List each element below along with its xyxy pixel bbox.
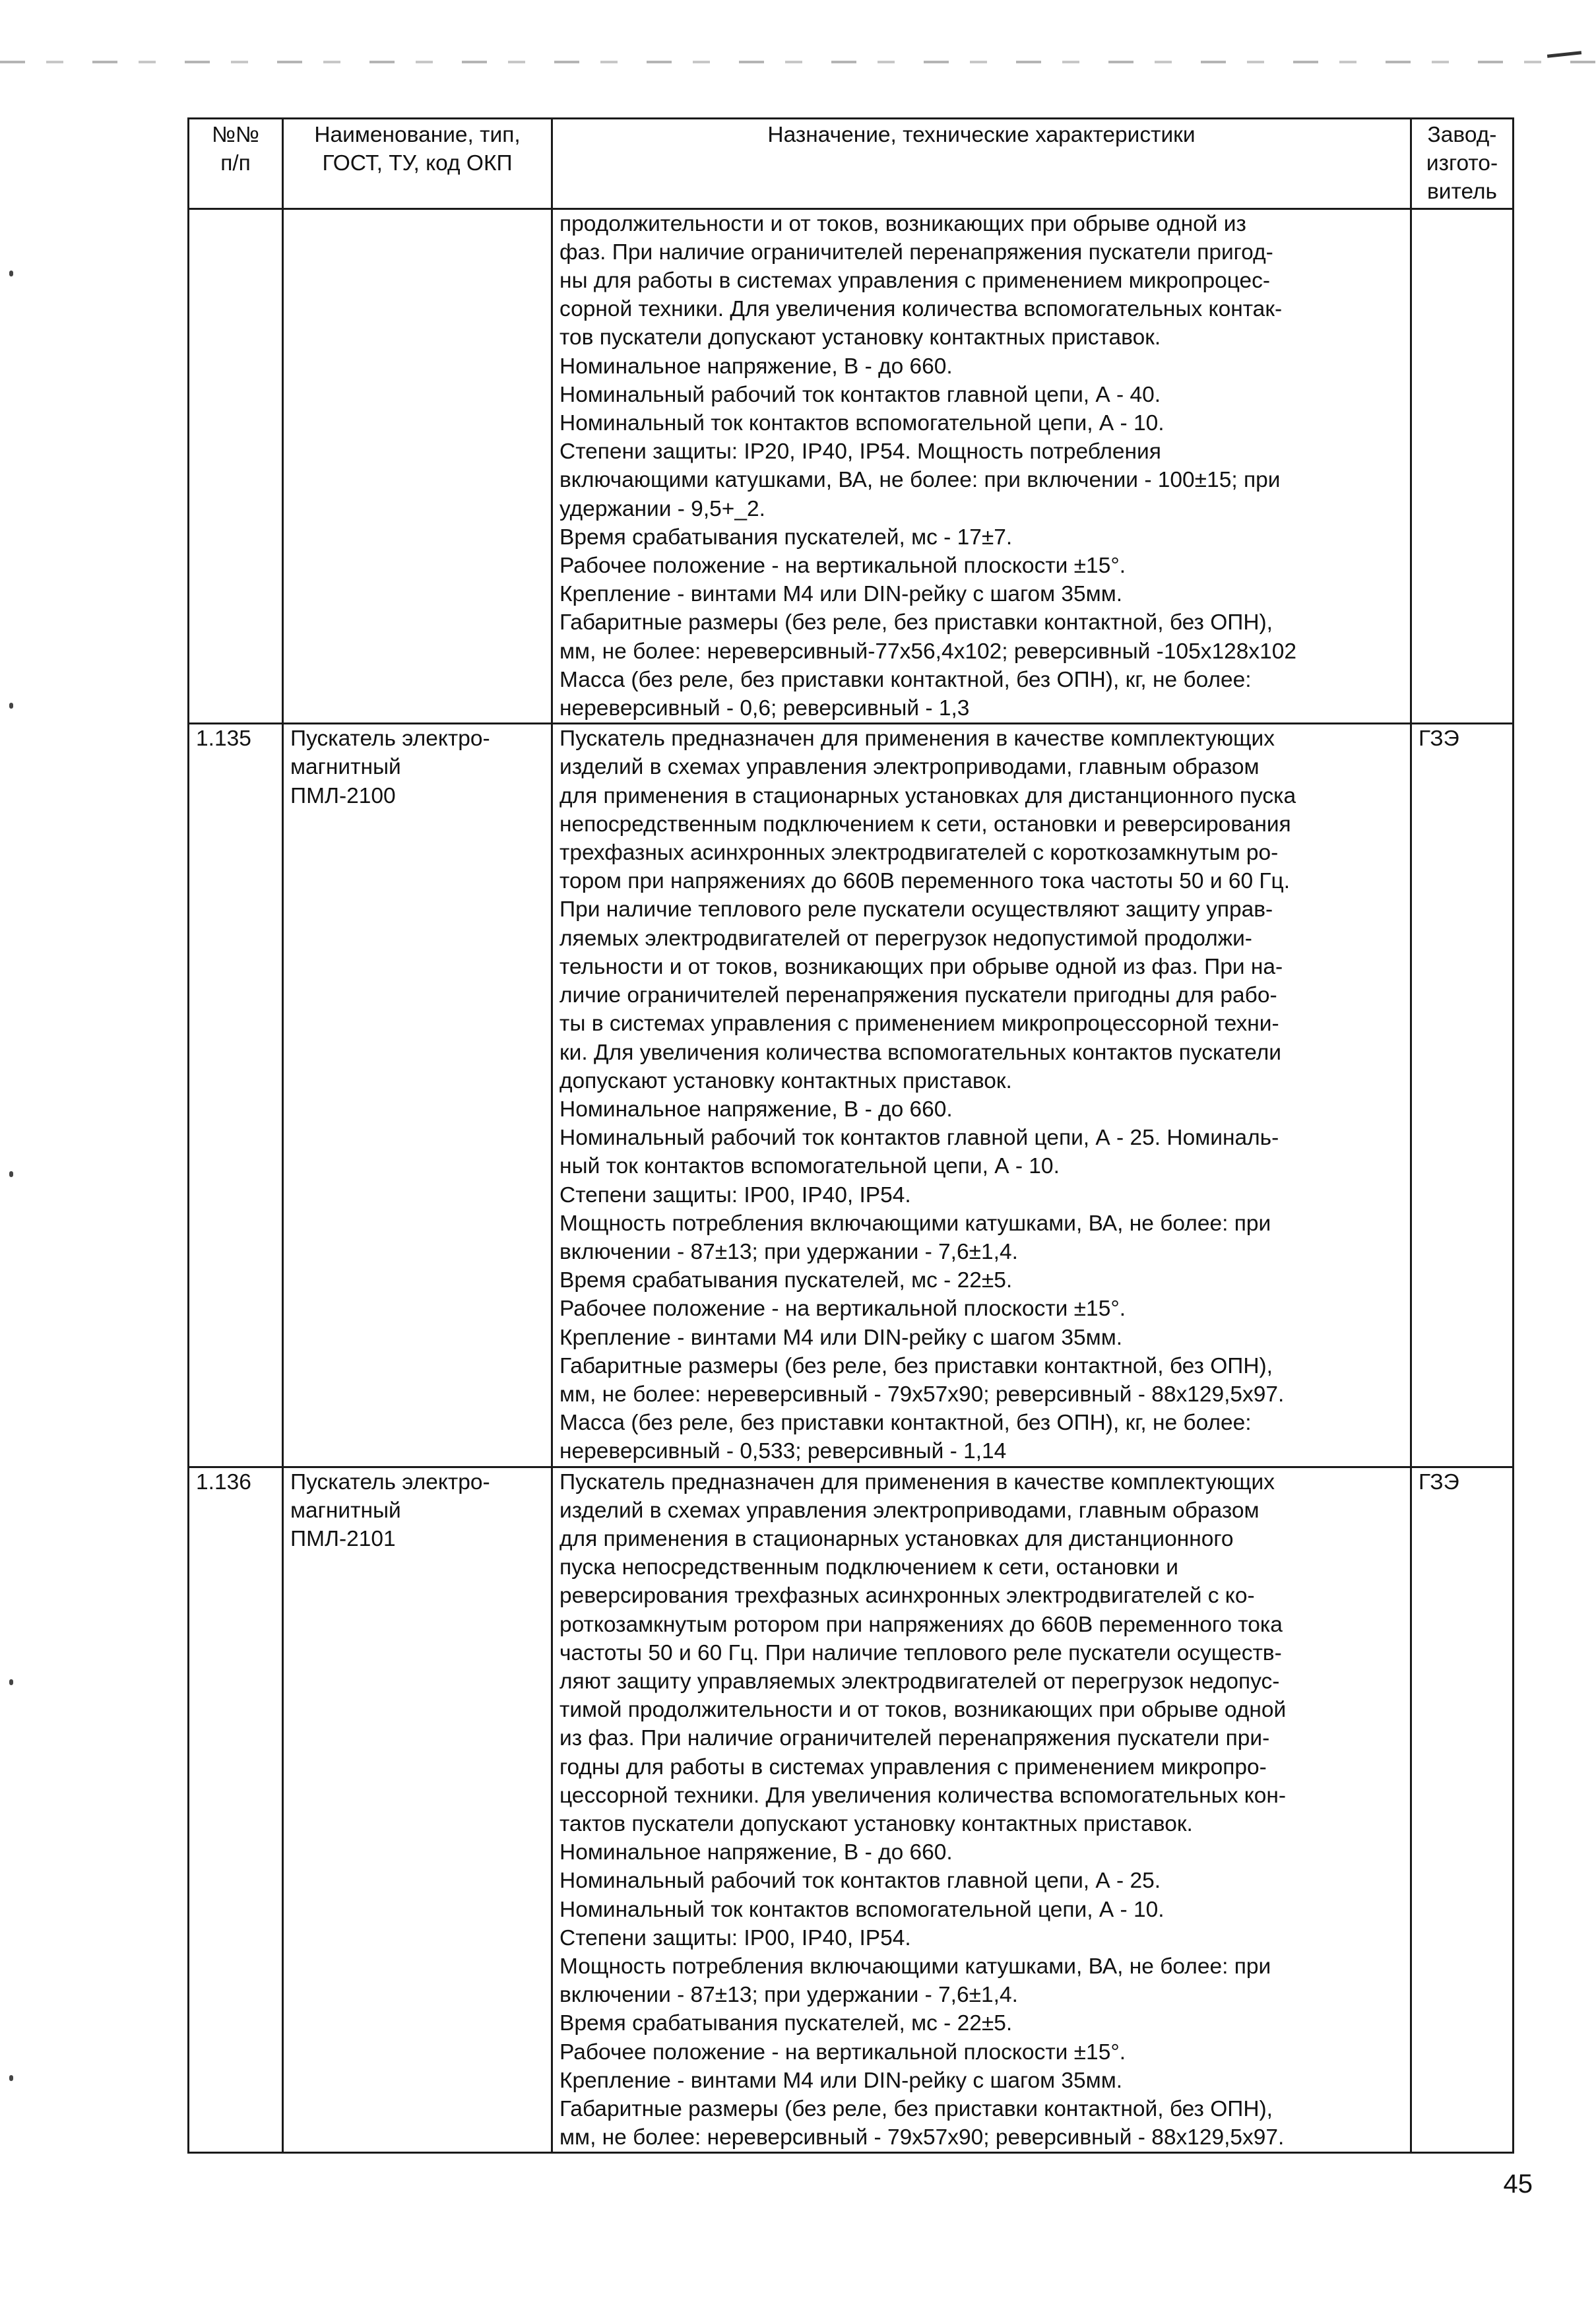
product-name	[283, 1467, 552, 2153]
table-row	[189, 209, 1514, 724]
description-line: ки. Для увеличения количества вспомогательных контактов пускатели	[559, 1040, 1281, 1065]
description-line: Мощность потребления включающими катушками, ВА, не более: при	[559, 1211, 1271, 1236]
description-line: допускают установку контактных приставок.	[559, 1068, 1012, 1093]
description-line: мм, не более: нереверсивный-77х56,4х102; реверсивный -105х128х102	[559, 639, 1297, 664]
description-line: включающими катушками, ВА, не более: при включении - 100±15; при	[559, 468, 1281, 493]
description-line: Номинальное напряжение, В - до 660.	[559, 1097, 953, 1122]
description-line: ляемых электродвигателей от перегрузок недопустимой продолжи-	[559, 926, 1252, 951]
description-line: При наличие теплового реле пускатели осуществляют защиту управ-	[559, 897, 1273, 922]
header-line: ГОСТ, ТУ, код ОКП	[322, 151, 513, 176]
description-line: мм, не более: нереверсивный - 79х57х90; реверсивный - 88х129,5х97.	[559, 2125, 1285, 2150]
description-line: пуска непосредственным подключением к сети, остановки и	[559, 1555, 1178, 1580]
description-line: тов пускатели допускают установку контактных приставок.	[559, 325, 1161, 350]
description-line: Номинальный рабочий ток контактов главной цепи, А - 25. Номиналь-	[559, 1126, 1279, 1151]
description-line: Габаритные размеры (без реле, без приставки контактной, без ОПН),	[559, 1353, 1273, 1378]
description-line: Степени защиты: IP00, IP40, IP54.	[559, 1182, 911, 1207]
description-line: Номинальный ток контактов вспомогательной цепи, А - 10.	[559, 411, 1165, 436]
description-line: Крепление - винтами М4 или DIN-рейку с шагом 35мм.	[559, 582, 1123, 607]
product-name-line: Пускатель электро-	[290, 1469, 490, 1494]
description-line: Рабочее положение - на вертикальной плоскости ±15°.	[559, 1297, 1126, 1322]
description-line: Пускатель предназначен для применения в качестве комплектующих	[559, 726, 1275, 752]
description-line: Габаритные размеры (без реле, без приставки контактной, без ОПН),	[559, 610, 1273, 635]
manufacturer	[1411, 209, 1514, 724]
description-line: фаз. При наличие ограничителей перенапряжения пускатели пригод-	[559, 240, 1273, 265]
margin-speck	[9, 1679, 13, 1685]
description-line: Номинальный рабочий ток контактов главной цепи, А - 40.	[559, 382, 1161, 407]
header-line: витель	[1427, 179, 1497, 205]
table-row	[189, 724, 1514, 1467]
description-line: изделий в схемах управления электроприводами, главным образом	[559, 1498, 1260, 1523]
margin-speck	[9, 2075, 13, 2081]
description-line: Номинальное напряжение, В - до 660.	[559, 354, 953, 379]
table-body	[189, 209, 1514, 2153]
margin-speck	[9, 271, 13, 276]
description-line: Время срабатывания пускателей, мс - 22±5.	[559, 1268, 1013, 1293]
description-line: включении - 87±13; при удержании - 7,6±1,4.	[559, 1983, 1018, 2008]
description-line: реверсирования трехфазных асинхронных электродвигателей с ко-	[559, 1584, 1255, 1609]
description-line: Мощность потребления включающими катушками, ВА, не более: при	[559, 1954, 1271, 1979]
description-line: из фаз. При наличие ограничителей перенапряжения пускатели при-	[559, 1726, 1270, 1751]
description-line: личие ограничителей перенапряжения пускатели пригодны для рабо-	[559, 983, 1277, 1008]
header-line: Назначение, технические характеристики	[767, 123, 1196, 147]
description-line: роткозамкнутым ротором при напряжениях до 660В переменного тока	[559, 1612, 1283, 1637]
table-row	[189, 1467, 1514, 2153]
product-name-line: Пускатель электро-	[290, 726, 490, 752]
description-line: Время срабатывания пускателей, мс - 22±5.	[559, 2011, 1013, 2036]
header-line: изгото-	[1426, 151, 1498, 176]
description-line: непосредственным подключением к сети, остановки и реверсирования	[559, 812, 1291, 837]
description-line: удержании - 9,5+_2.	[559, 496, 765, 521]
description-line: Рабочее положение - на вертикальной плоскости ±15°.	[559, 2039, 1126, 2065]
description-line: Степени защиты: IP20, IP40, IP54. Мощность потребления	[559, 439, 1161, 465]
description-line: тором при напряжениях до 660В переменного тока частоты 50 и 60 Гц.	[559, 869, 1291, 894]
description-line: Крепление - винтами М4 или DIN-рейку с шагом 35мм.	[559, 2068, 1123, 2093]
description-line: Масса (без реле, без приставки контактной, без ОПН), кг, не более:	[559, 667, 1252, 692]
description-line: Рабочее положение - на вертикальной плоскости ±15°.	[559, 554, 1126, 579]
product-name-line: ПМЛ-2100	[290, 783, 396, 808]
description-line: для применения в стационарных установках для дистанционного пуска	[559, 783, 1296, 808]
description-line: цессорной техники. Для увеличения количества вспомогательных кон-	[559, 1783, 1287, 1808]
description-line: тельности и от токов, возникающих при обрыве одной из фаз. При на-	[559, 954, 1283, 979]
description-line: ляют защиту управляемых электродвигателей от перегрузок недопус-	[559, 1669, 1280, 1694]
header-line: п/п	[220, 151, 251, 176]
row-number: 1.136	[189, 1467, 283, 2153]
header-name	[283, 119, 552, 209]
description-line: Габаритные размеры (без реле, без приставки контактной, без ОПН),	[559, 2097, 1273, 2122]
product-description	[552, 1467, 1411, 2153]
header-line: Наименование, тип,	[314, 123, 521, 147]
row-number	[189, 209, 283, 724]
product-name-line: ПМЛ-2101	[290, 1526, 396, 1551]
product-name	[283, 209, 552, 724]
description-line: Номинальный рабочий ток контактов главной цепи, А - 25.	[559, 1869, 1161, 1894]
description-line: продолжительности и от токов, возникающих при обрыве одной из	[559, 211, 1246, 236]
description-line: включении - 87±13; при удержании - 7,6±1,4.	[559, 1239, 1018, 1264]
description-line: нереверсивный - 0,6; реверсивный - 1,3	[559, 696, 970, 721]
description-line: Крепление - винтами М4 или DIN-рейку с шагом 35мм.	[559, 1325, 1123, 1350]
description-line: частоты 50 и 60 Гц. При наличие теплового реле пускатели осуществ-	[559, 1640, 1282, 1665]
product-name	[283, 724, 552, 1467]
description-line: сорной техники. Для увеличения количества вспомогательных контак-	[559, 297, 1283, 322]
description-line: годны для работы в системах управления с применением микропро-	[559, 1754, 1267, 1780]
product-description	[552, 724, 1411, 1467]
description-line: изделий в схемах управления электроприводами, главным образом	[559, 755, 1260, 780]
description-line: нереверсивный - 0,533; реверсивный - 1,14	[559, 1439, 1007, 1464]
description-line: тимой продолжительности и от токов, возникающих при обрыве одной	[559, 1698, 1287, 1723]
manufacturer: ГЗЭ	[1411, 724, 1514, 1467]
margin-speck	[9, 703, 13, 709]
header-line: №№	[212, 123, 259, 147]
description-line: Номинальный ток контактов вспомогательной цепи, А - 10.	[559, 1897, 1165, 1922]
spec-table	[187, 117, 1514, 2154]
header-purpose	[552, 119, 1411, 209]
description-line: мм, не более: нереверсивный - 79х57х90; реверсивный - 88х129,5х97.	[559, 1382, 1285, 1407]
scan-corner-mark	[1547, 51, 1581, 57]
product-name-line: магнитный	[290, 755, 401, 780]
description-line: тактов пускатели допускают установку контактных приставок.	[559, 1811, 1193, 1836]
margin-speck	[9, 1171, 13, 1177]
header-number	[189, 119, 283, 209]
description-line: ный ток контактов вспомогательной цепи, А - 10.	[559, 1154, 1060, 1179]
product-name-line: магнитный	[290, 1498, 401, 1523]
table-header-row	[189, 119, 1514, 209]
product-description	[552, 209, 1411, 724]
page-number: 45	[1503, 2169, 1533, 2198]
description-line: Масса (без реле, без приставки контактной, без ОПН), кг, не более:	[559, 1411, 1252, 1436]
description-line: ны для работы в системах управления с применением микропроцес-	[559, 269, 1271, 294]
description-line: для применения в стационарных установках для дистанционного	[559, 1526, 1234, 1551]
row-number: 1.135	[189, 724, 283, 1467]
header-line: Завод-	[1427, 123, 1497, 147]
manufacturer: ГЗЭ	[1411, 1467, 1514, 2153]
description-line: Степени защиты: IP00, IP40, IP54.	[559, 1925, 911, 1950]
description-line: ты в системах управления с применением микропроцессорной техни-	[559, 1011, 1279, 1037]
description-line: Пускатель предназначен для применения в качестве комплектующих	[559, 1469, 1275, 1494]
scan-artifact-line	[0, 61, 1596, 63]
header-manufacturer	[1411, 119, 1514, 209]
description-line: трехфазных асинхронных электродвигателей с короткозамкнутым ро-	[559, 841, 1279, 866]
description-line: Номинальное напряжение, В - до 660.	[559, 1840, 953, 1865]
description-line: Время срабатывания пускателей, мс - 17±7.	[559, 525, 1013, 550]
